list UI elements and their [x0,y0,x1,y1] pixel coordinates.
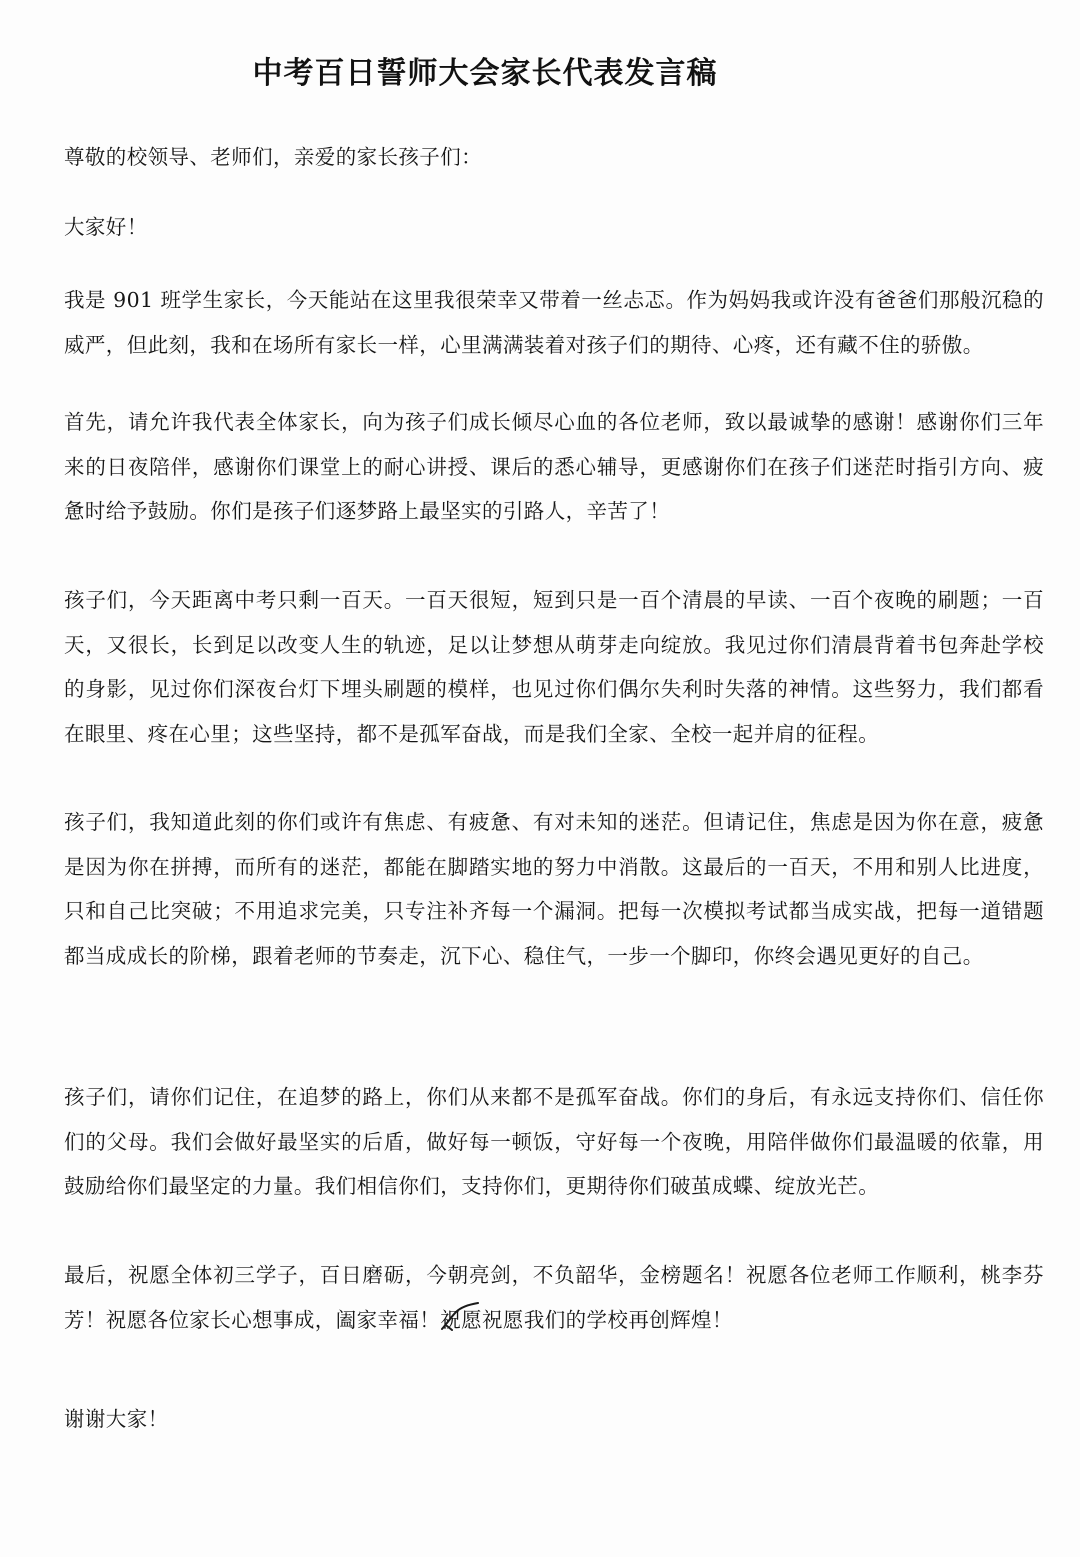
struck-text: 祝愿 [440,1307,483,1332]
paragraph-thanks-teachers: 首先，请允许我代表全体家长，向为孩子们成长倾尽心血的各位老师，致以最诚挚的感谢！感谢你们三年来的日夜陪伴，感谢你们课堂上的耐心讲授、课后的悉心辅导，更感谢你们在孩子们迷茫时指引方向、疲惫时给予鼓励。你们是孩子们逐梦路上最坚实的引路人，辛苦了！ [64,410,1044,523]
closing-wishes-school: 祝愿我们的学校再创辉煌！ [482,1307,733,1332]
greeting: 大家好！ [64,215,148,239]
paragraph-closing-wishes [64,1253,1044,1342]
struck-out-word [440,1308,482,1332]
document-title: 中考百日誓师大会家长代表发言稿 [252,56,718,91]
paragraph-intro: 我是 901 班学生家长，今天能站在这里我很荣幸又带着一丝忐忑。作为妈妈我或许没有爸爸们那般沉稳的威严，但此刻，我和在场所有家长一样，心里满满装着对孩子们的期待、心疼，还有藏不住的骄傲。 [64,288,1044,357]
salutation: 尊敬的校领导、老师们，亲爱的家长孩子们： [64,145,482,169]
paragraph-encouragement: 孩子们，我知道此刻的你们或许有焦虑、有疲惫、有对未知的迷茫。但请记住，焦虑是因为你在意，疲惫是因为你在拼搏，而所有的迷茫，都能在脚踏实地的努力中消散。这最后的一百天，不用和别人比进度，只和自己比突破；不用追求完美，只专注补齐每一个漏洞。把每一次模拟考试都当成实战，把每一道错题都当成成长的阶梯，跟着老师的节奏走，沉下心、稳住气，一步一个脚印，你终会遇见更好的自己。 [64,810,1044,968]
closing-wishes-text: 最后，祝愿全体初三学子，百日磨砺，今朝亮剑，不负韶华，金榜题名！祝愿各位老师工作顺利，桃李芬芳！祝愿各位家长心想事成，阖家幸福！ [64,1263,1044,1332]
thanks-line: 谢谢大家！ [64,1407,169,1431]
paragraph-parents-support: 孩子们，请你们记住，在追梦的路上，你们从来都不是孤军奋战。你们的身后，有永远支持你们、信任你们的父母。我们会做好最坚实的后盾，做好每一顿饭，守好每一个夜晚，用陪伴做你们最温暖的依靠，用鼓励给你们最坚定的力量。我们相信你们，支持你们，更期待你们破茧成蝶、绽放光芒。 [64,1085,1044,1198]
paragraph-hundred-days: 孩子们，今天距离中考只剩一百天。一百天很短，短到只是一百个清晨的早读、一百个夜晚的刷题；一百天，又很长，长到足以改变人生的轨迹，足以让梦想从萌芽走向绽放。我见过你们清晨背着书包奔赴学校的身影，见过你们深夜台灯下埋头刷题的模样，也见过你们偶尔失利时失落的神情。这些努力，我们都看在眼里、疼在心里；这些坚持，都不是孤军奋战，而是我们全家、全校一起并肩的征程。 [64,588,1044,746]
